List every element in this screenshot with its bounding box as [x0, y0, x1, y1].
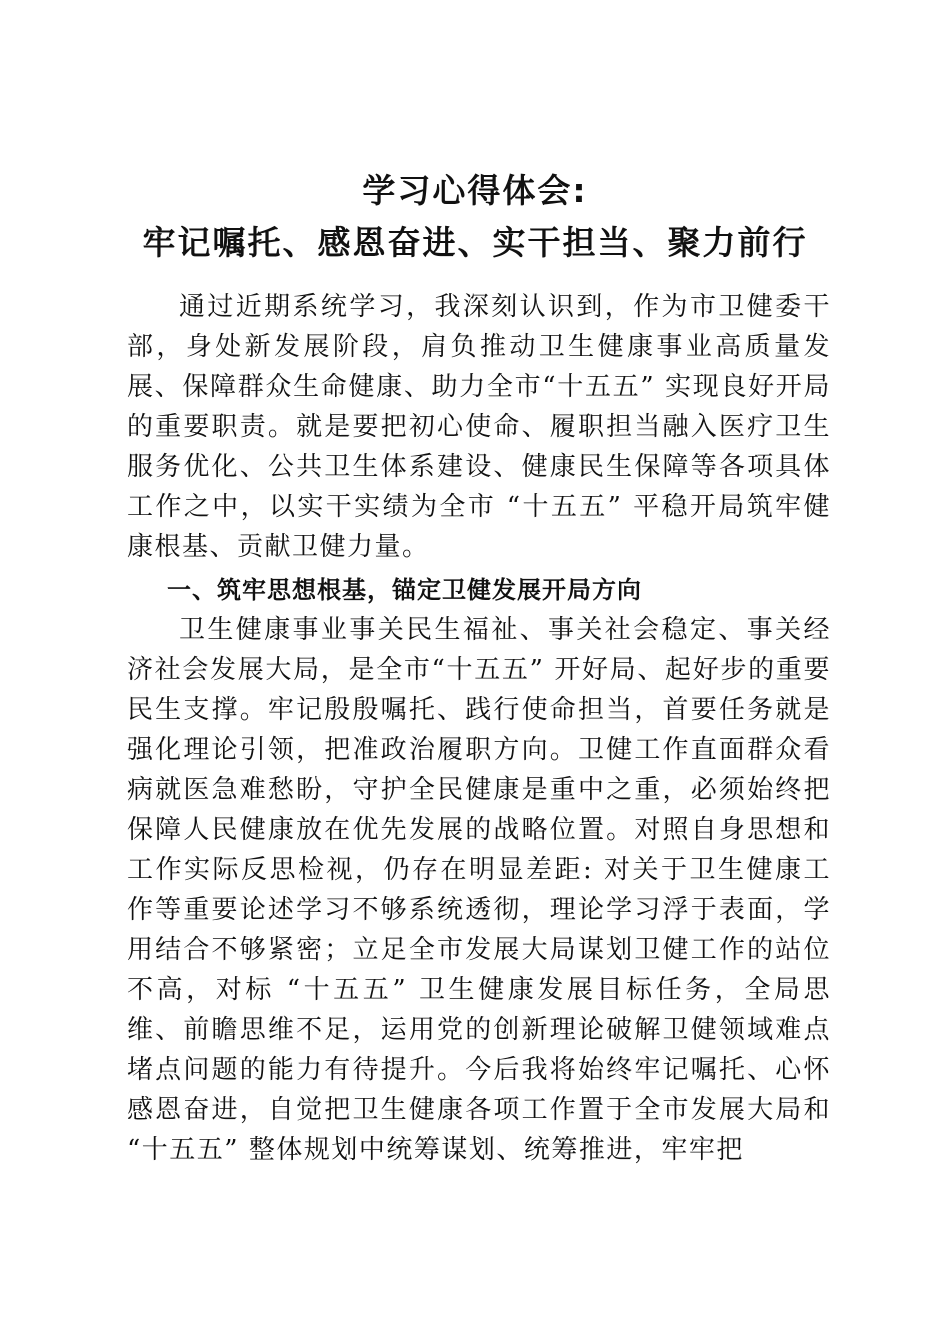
section-1-heading: 一、筑牢思想根基，锚定卫健发展开局方向	[167, 576, 642, 604]
document-title	[0, 165, 950, 269]
title-line-2: 牢记嘱托、感恩奋进、实干担当、聚力前行	[142, 223, 808, 262]
title-line-1: 学习心得体会:	[362, 171, 588, 210]
section-1-paragraph: 卫生健康事业事关民生福祉、事关社会稳定、事关经济社会发展大局，是全市“十五五” 开好局、起好步的重要民生支撑。牢记殷殷嘱托、践行使命担当，首要任务就是强化理论引领，把准政治履职方向。卫健工作直面群众看病就医急难愁盼，守护全民健康是重中之重，必须始终把保障人民健康放在优先发展的战略位置。对照自身思想和工作实际反思检视，仍存在明显差距: 对关于卫生健康工作等重要论述学习不够系统透彻，理论学习浮于表面，学用结合不够紧密；立足全市发展大局谋划卫健工作的站位不高，对标 “十五五” 卫生健康发展目标任务，全局思维、前瞻思维不足，运用党的创新理论破解卫健领域难点堵点问题的能力有待提升。今后我将始终牢记嘱托、心怀感恩奋进，自觉把卫生健康各项工作置于全市发展大局和 “十五五” 整体规划中统筹谋划、统筹推进，牢牢把	[127, 615, 831, 1165]
intro-paragraph: 通过近期系统学习，我深刻认识到，作为市卫健委干部，身处新发展阶段，肩负推动卫生健康事业高质量发展、保障群众生命健康、助力全市“十五五” 实现良好开局的重要职责。就是要把初心使命、履职担当融入医疗卫生服务优化、公共卫生体系建设、健康民生保障等各项具体工作之中，以实干实绩为全市 “十五五” 平稳开局筑牢健康根基、贡献卫健力量。	[127, 292, 831, 562]
document-body	[127, 287, 831, 1170]
